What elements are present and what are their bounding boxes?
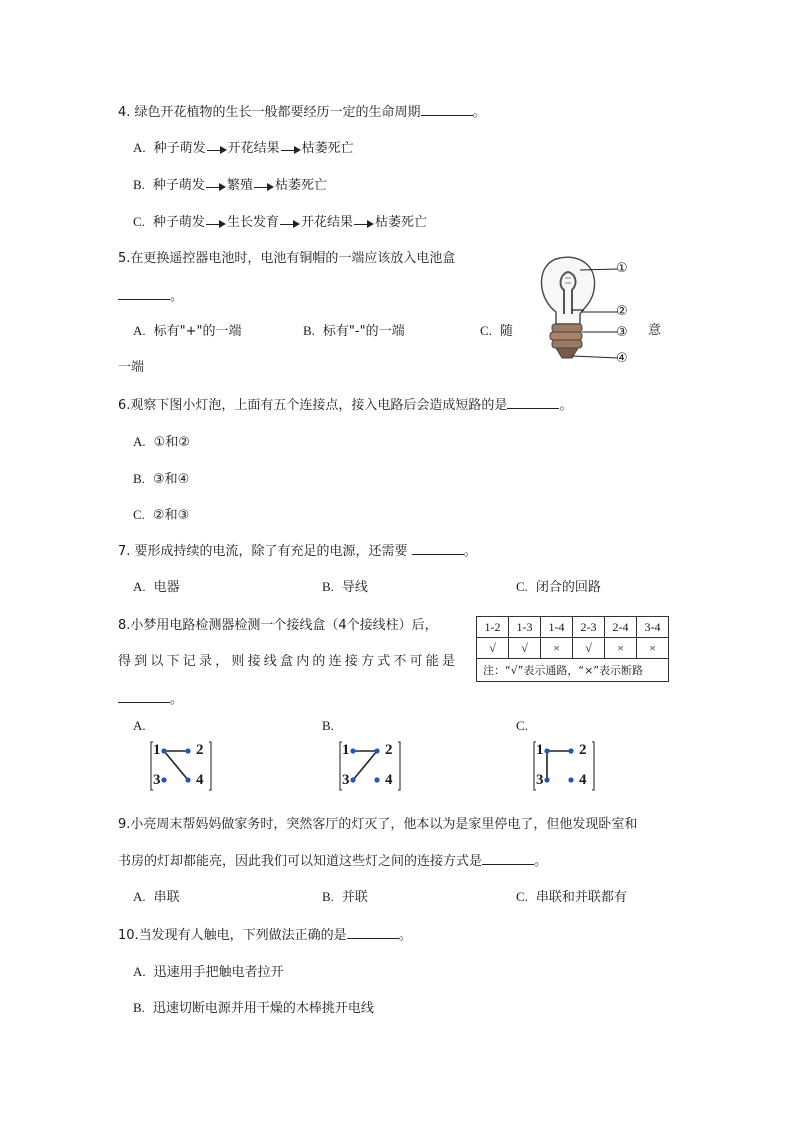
terminal-4: 4 (385, 772, 393, 788)
terminal-3: 3 (153, 772, 161, 788)
table-cell: × (637, 638, 669, 659)
table-cell: × (541, 638, 573, 659)
terminal-4: 4 (579, 772, 587, 788)
answer-blank[interactable] (412, 542, 464, 555)
question-8-line1: 8.小梦用电路检测器检测一个接线盒（4个接线柱）后， (118, 618, 438, 633)
question-5-stem: 5.在更换遥控器电池时，电池有铜帽的一端应该放入电池盒 (118, 251, 456, 266)
table-row (477, 659, 669, 682)
table-header-cell: 1-2 (477, 617, 509, 638)
q10-option-a[interactable]: A. 迅速用手把触电者拉开 (133, 964, 284, 980)
q6-option-b[interactable]: B. ③和④ (133, 471, 190, 487)
table-cell: × (605, 638, 637, 659)
terminal-1: 1 (536, 742, 544, 758)
bulb-label-3: ③ (616, 325, 628, 340)
q7-option-c[interactable]: C. 闭合的回路 (516, 579, 601, 595)
table-row (477, 638, 669, 659)
q4-option-b[interactable]: B. 种子萌发 繁殖 枯萎死亡 (133, 177, 327, 193)
terminal-1: 1 (342, 742, 350, 758)
question-10-stem: 10.当发现有人触电，下列做法正确的是 。 (118, 928, 412, 943)
table-cell: √ (509, 638, 541, 659)
bulb-label-1: ① (616, 261, 628, 276)
q4-option-c[interactable]: C. 种子萌发 生长发育 开花结果 枯萎死亡 (133, 214, 427, 230)
question-4-stem: 4. 绿色开花植物的生长一般都要经历一定的生命周期 。 (118, 105, 486, 120)
answer-blank[interactable] (507, 396, 559, 409)
arrow-icon (281, 144, 301, 154)
answer-blank[interactable] (118, 287, 170, 300)
table-note: 注：“√”表示通路，“×”表示断路 (477, 659, 669, 682)
terminal-1: 1 (153, 742, 161, 758)
terminal-2: 2 (196, 742, 204, 758)
q8-option-a-label[interactable]: A. (133, 718, 146, 733)
arrow-icon (207, 144, 227, 154)
question-6-stem: 6.观察下图小灯泡，上面有五个连接点，接入电路后会造成短路的是 。 (118, 398, 573, 413)
answer-blank[interactable] (347, 926, 399, 939)
answer-blank[interactable] (118, 690, 170, 703)
terminal-2: 2 (385, 742, 393, 758)
q9-option-b[interactable]: B. 并联 (322, 889, 368, 905)
q9-option-a[interactable]: A. 串联 (133, 889, 180, 905)
wiring-box-c[interactable] (533, 741, 595, 791)
q10-option-b[interactable]: B. 迅速切断电源并用干燥的木棒挑开电线 (133, 1000, 374, 1016)
wiring-box-b[interactable] (339, 741, 401, 791)
test-record-table (476, 616, 669, 682)
q6-option-a[interactable]: A. ①和② (133, 434, 190, 450)
table-header-cell: 3-4 (637, 617, 669, 638)
terminal-4: 4 (196, 772, 204, 788)
q6-option-c[interactable]: C. ②和③ (133, 507, 190, 523)
table-cell: √ (573, 638, 605, 659)
question-7-stem: 7. 要形成持续的电流，除了有充足的电源，还需要 。 (118, 544, 477, 559)
question-5-blank-line: 。 (118, 285, 183, 304)
terminal-3: 3 (536, 772, 544, 788)
bulb-label-2: ② (616, 304, 628, 319)
q4-option-a[interactable]: A. 种子萌发 开花结果 枯萎死亡 (133, 140, 354, 156)
arrow-icon (280, 218, 300, 228)
q5-option-c-tail: 一端 (118, 360, 145, 375)
q7-option-a[interactable]: A. 电器 (133, 579, 180, 595)
table-cell: √ (477, 638, 509, 659)
arrow-icon (206, 218, 226, 228)
question-9-line1: 9.小亮周末帮妈妈做家务时，突然客厅的灯灭了，他本以为是家里停电了，但他发现卧室和 (118, 817, 638, 832)
q5-option-a[interactable]: A. 标有"+"的一端 (133, 323, 242, 339)
wiring-box-a[interactable] (150, 741, 212, 791)
bulb-label-4: ④ (616, 351, 628, 366)
question-8-line2: 得到以下记录，则接线盒内的连接方式不可能是 (118, 654, 459, 669)
question-9-line2: 书房的灯却都能亮，因此我们可以知道这些灯之间的连接方式是 。 (118, 854, 548, 869)
arrow-icon (354, 218, 374, 228)
light-bulb-figure (528, 252, 638, 370)
table-header-cell: 2-3 (573, 617, 605, 638)
arrow-icon (206, 181, 226, 191)
answer-blank[interactable] (421, 103, 473, 116)
q7-option-b[interactable]: B. 导线 (322, 579, 368, 595)
q5-option-b[interactable]: B. 标有"-"的一端 (303, 323, 405, 339)
q8-option-c-label[interactable]: C. (516, 718, 528, 733)
q5-option-c[interactable]: C. 随 (480, 323, 513, 339)
terminal-3: 3 (342, 772, 350, 788)
question-8-blank-line: 。 (118, 688, 183, 707)
terminal-2: 2 (579, 742, 587, 758)
table-header-cell: 1-3 (509, 617, 541, 638)
answer-blank[interactable] (482, 852, 534, 865)
table-header-cell: 2-4 (605, 617, 637, 638)
q5-option-c-cont: 意 (648, 323, 662, 338)
arrow-icon (254, 181, 274, 191)
q8-option-b-label[interactable]: B. (322, 718, 334, 733)
table-row (477, 617, 669, 638)
q9-option-c[interactable]: C. 串联和并联都有 (516, 889, 627, 905)
table-header-cell: 1-4 (541, 617, 573, 638)
